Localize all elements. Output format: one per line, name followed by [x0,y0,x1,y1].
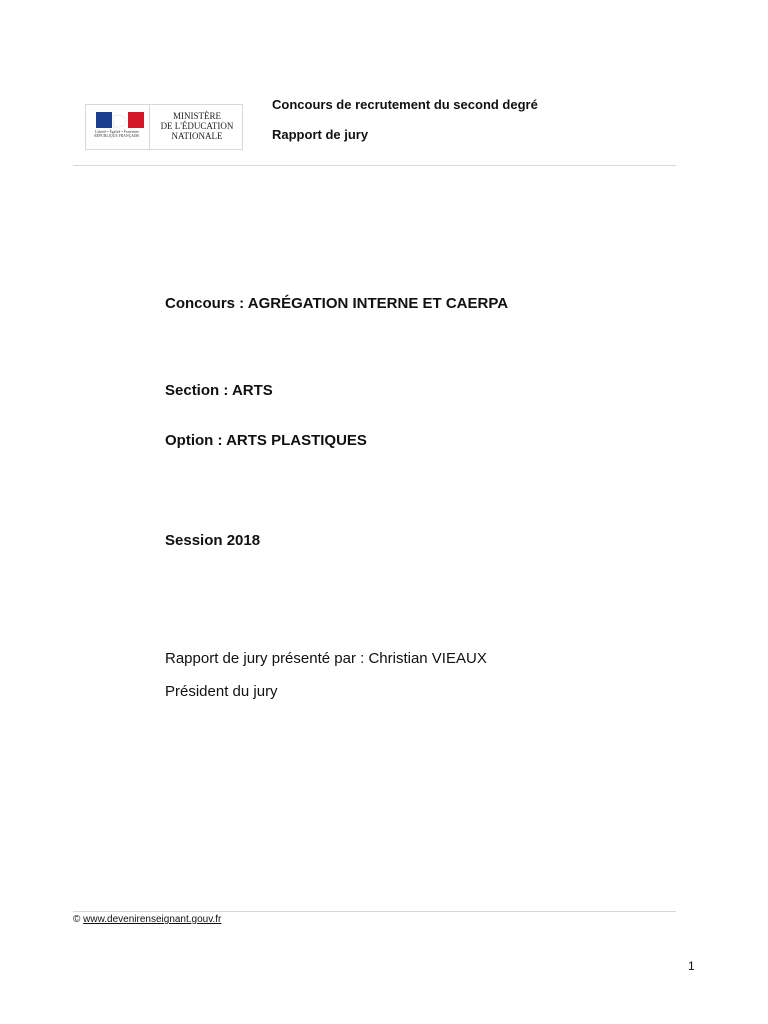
logo-republic-text: RÉPUBLIQUE FRANÇAISE [94,134,140,139]
footer [73,914,221,925]
presented-by-field: Rapport de jury présenté par : Christian VIEAUX [165,650,487,667]
ministry-logo [85,104,243,150]
logo-motto-text: Liberté • Égalité • Fraternité [95,130,139,134]
option-field: Option : ARTS PLASTIQUES [165,432,367,449]
page-number: 1 [688,959,695,973]
concours-field: Concours : AGRÉGATION INTERNE ET CAERPA [165,295,509,312]
copyright-symbol: © [73,914,81,925]
ministry-line-1: MINISTÈRE [173,111,221,121]
session-field: Session 2018 [165,532,261,549]
logo-motto [88,130,146,138]
ministry-name [153,111,241,141]
marianne-logo-icon [96,112,144,144]
footer-divider [73,911,676,912]
document-subtitle: Rapport de jury [272,127,369,142]
jury-role-field: Président du jury [165,683,278,700]
ministry-line-3: NATIONALE [171,131,223,141]
header-divider [73,165,676,166]
section-field: Section : ARTS [165,382,273,399]
website-link[interactable]: www.devenirenseignant.gouv.fr [83,914,222,925]
logo-divider [149,105,150,149]
document-title: Concours de recrutement du second degré [272,97,538,112]
ministry-line-2: DE L'ÉDUCATION [160,121,234,131]
